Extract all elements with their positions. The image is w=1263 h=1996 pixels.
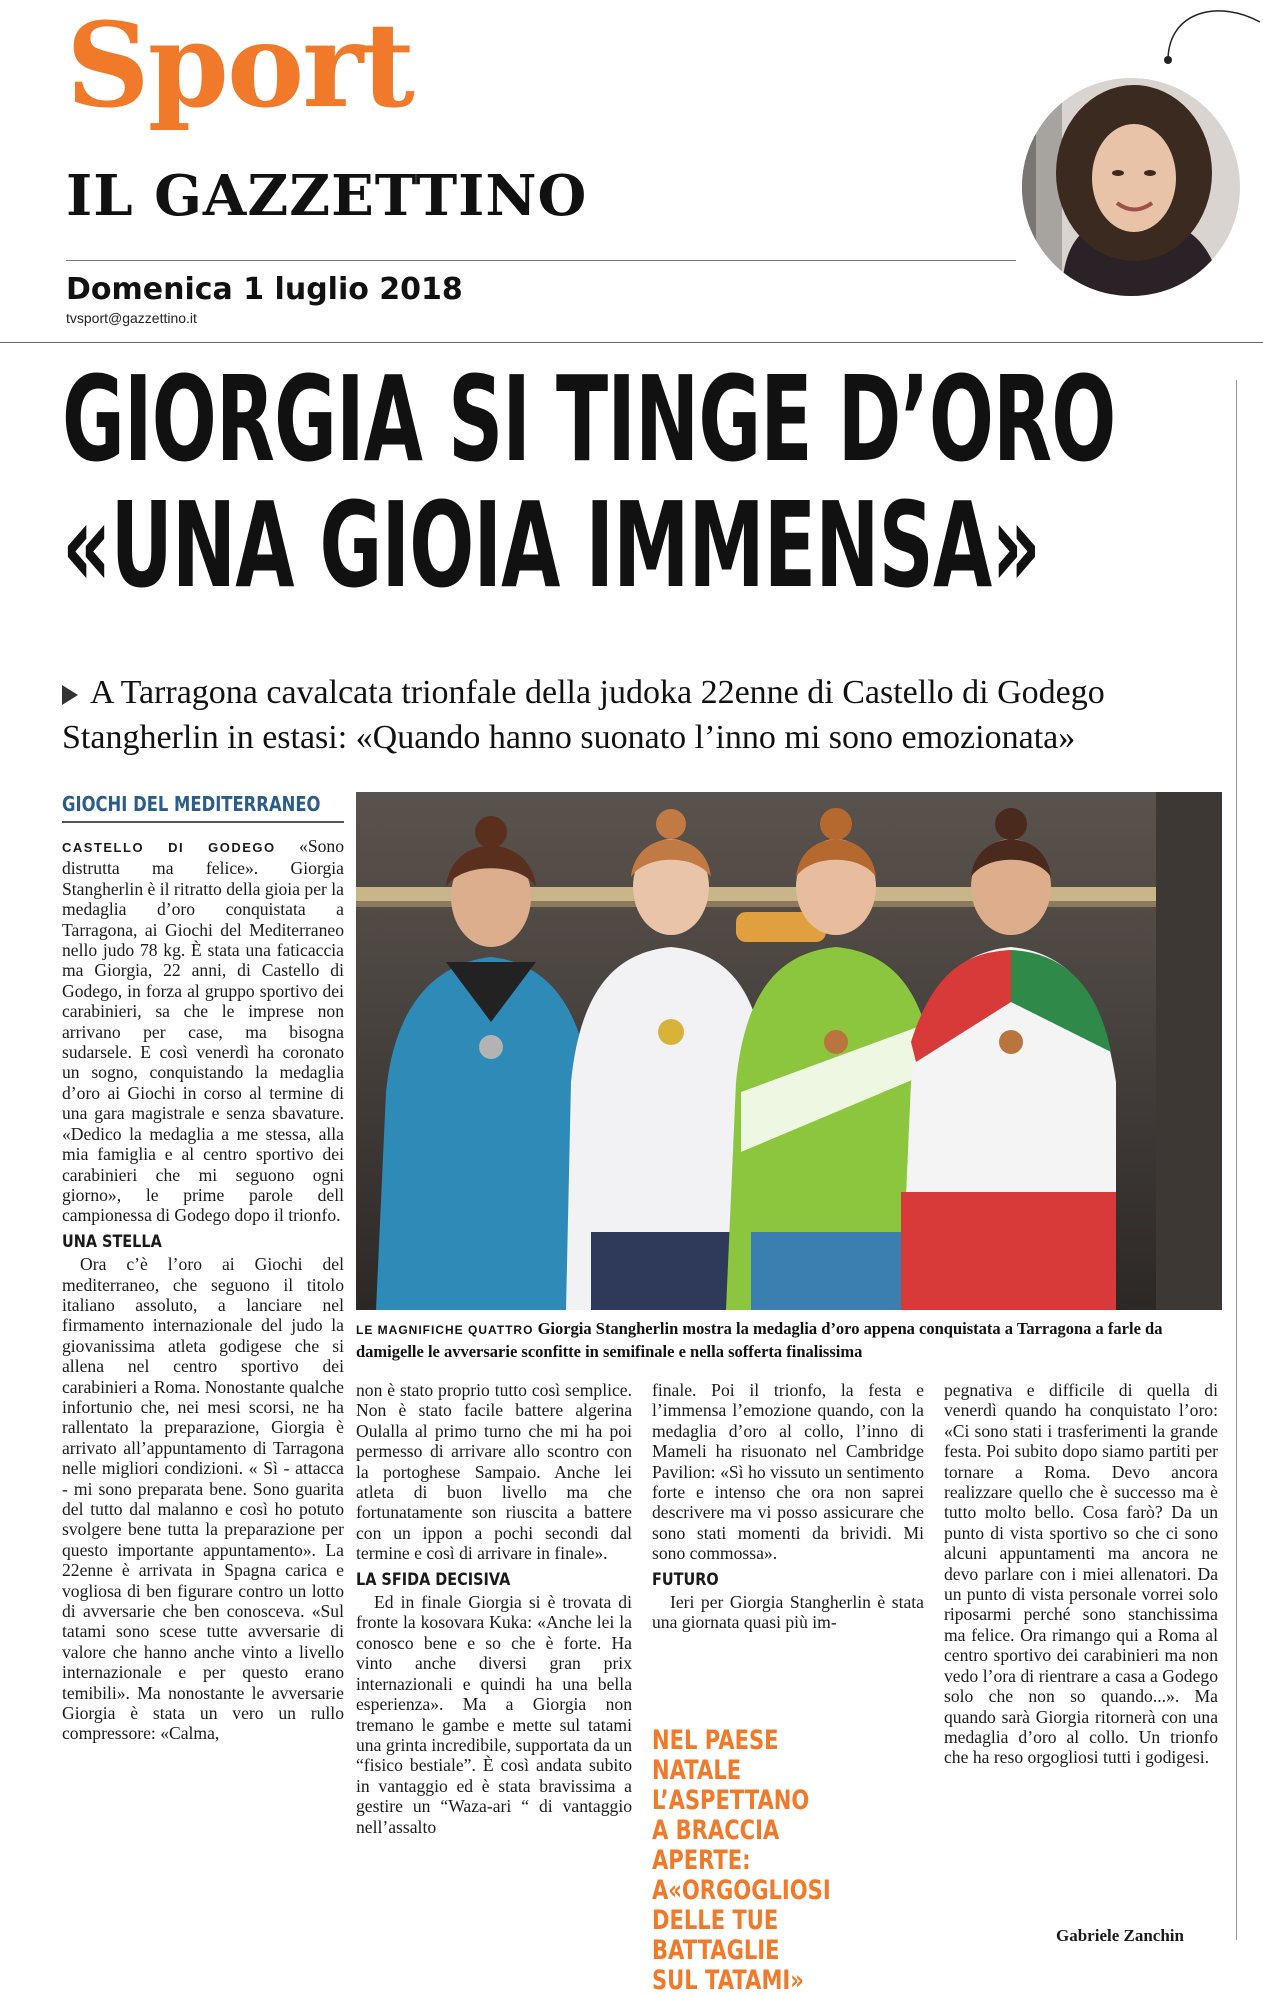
subheadline: [62, 670, 1212, 760]
header-divider: [0, 342, 1263, 343]
section-title: Sport: [66, 0, 413, 134]
pull-quote: [652, 1726, 863, 1996]
podium-photo: [356, 792, 1222, 1310]
subhead-line-1: A Tarragona cavalcata trionfale della judoka 22enne di Castello di Godego: [90, 674, 1105, 711]
article-paragraph: Ieri per Giorgia Stangherlin è stata una giornata quasi più im-: [652, 1592, 924, 1633]
caption-text: Giorgia Stangherlin mostra la medaglia d’oro appena conquistata a Tarragona a farle da damigelle le avversarie sconfitte in semifinale e nella sofferta finalissima: [356, 1319, 1163, 1361]
pull-quote-line: A BRACCIA APERTE:: [652, 1815, 780, 1876]
article-paragraph: «Sono distrutta ma felice». Giorgia Stangherlin è il ritratto della gioia per la medaglia d’oro conquistata a Tarragona, ai Giochi del Mediterraneo nello judo 78 kg. È stata una faticaccia ma Giorgia, 22 anni, di Castello di Godego, in forza al gruppo sportivo dei carabinieri, sa che le imprese non arrivano per case, ma bisogna sudarsele. E così venerdì ha coronato un sogno, conquistando la medaglia d’oro ai Giochi in corso al termine di una gara magistrale e senza sbavature. «Dedico la medaglia a me stessa, alla mia famiglia e al centro sportivo dei carabinieri che mi seguono ogni giorno», le prime parole dell campionessa di Godego dopo il trionfo.: [62, 836, 344, 1226]
caption-label: LE MAGNIFICHE QUATTRO: [356, 1323, 534, 1337]
kicker-underline: [62, 821, 344, 823]
photo-caption: [356, 1318, 1222, 1362]
pull-quote-line: L’ASPETTANO: [652, 1785, 810, 1816]
masthead-divider: [66, 260, 1016, 261]
subhead-line-2: Stangherlin in estasi: «Quando hanno suonato l’inno mi sono emozionata»: [62, 719, 1076, 756]
article-column-1: [62, 836, 344, 1744]
pull-quote-line: NEL PAESE NATALE: [652, 1725, 779, 1786]
main-headline: [62, 350, 1116, 614]
author-byline: Gabriele Zanchin: [1056, 1926, 1184, 1945]
headline-line-1: GIORGIA SI TINGE D’ORO: [62, 350, 1116, 488]
newspaper-name: IL GAZZETTINO: [66, 163, 588, 229]
pull-quote-line: DELLE TUE BATTAGLIE: [652, 1905, 780, 1966]
subtitle-una-stella: UNA STELLA: [62, 1231, 162, 1252]
article-paragraph: non è stato proprio tutto così semplice. Non è stato facile battere algerina Oulalla al primo turno che mi ha poi permesso di arrivare allo scontro con la portoghese Sampaio. Anche lei atleta di buon livello ma che fortunatamente son riuscita a battere con un ippon a pochi secondi dal termine e così di arrivare in finale».: [356, 1380, 632, 1564]
section-kicker: GIOCHI DEL MEDITERRANEO: [62, 792, 321, 816]
triangle-bullet-icon: [62, 685, 78, 705]
article-paragraph: Ed in finale Giorgia si è trovata di fronte la kosovara Kuka: «Anche lei la conosco bene e so che è forte. Ha vinto anche diversi gran prix internazionali e quindi ha una bella esperienza». Ma a Giorgia non tremano le gambe e mette sul tatami una grinta incredibile, supportata da un “fisico bestiale”. È così andata subito in vantaggio ed è stata bravissima a gestire un “Waza-ari “ di vantaggio nell’assalto: [356, 1592, 632, 1837]
issue-date: Domenica 1 luglio 2018: [66, 272, 463, 307]
article-column-3: [652, 1380, 924, 1633]
headline-line-2: «UNA GIOIA IMMENSA»: [62, 476, 1041, 614]
article-column-2: [356, 1380, 632, 1837]
pull-quote-line: A«ORGOGLIOSI: [652, 1875, 831, 1906]
article-column-4: [944, 1380, 1218, 1768]
right-edge-rule: [1236, 380, 1237, 1940]
dateline: CASTELLO DI GODEGO: [62, 840, 276, 855]
article-paragraph: pegnativa e difficile di quella di venerdì quando ha conquistato l’oro: «Ci sono stati i trasferimenti la grande festa. Poi subito dopo siamo partiti per tornare a Roma. Devo ancora realizzare quello che è successo ma è tutto molto bello. Cosa farò? Da un punto di vista sportivo so che ci sono alcuni appuntamenti ma ancora ne devo parlare con i miei allenatori. Da un punto di vista personale vorrei solo riposarmi perché sono stanchissima ma felice. Ora rimango qui a Roma al centro sportivo dei carabinieri ma non vedo l’ora di rientrare a casa a Godego solo che non so quando...». Ma quando sarà Giorgia ritornerà con una medaglia d’oro al collo. Un trionfo che ha reso orgogliosi tutti i godigesi.: [944, 1380, 1218, 1768]
article-paragraph: Ora c’è l’oro ai Giochi del mediterraneo, che seguono il titolo italiano assoluto, a lanciare nel firmamento internazionale del judo la giovanissima atleta godigese che si allena nel centro sportivo dei carabinieri a Roma. Nonostante qualche infortunio che, nei mesi scorsi, ne ha rallentato la preparazione, Giorgia è arrivato all’appuntamento di Tarragona nelle migliori condizioni. « Sì - attacca - mi sono preparata bene. Sono guarita del tutto dal malanno e così ho potuto svolgere bene tutta la preparazione per questo importante appuntamento». La 22enne è arrivata in Spagna carica e vogliosa di ben figurare contro un lotto di avversarie che ben conosceva. «Sul tatami sono scese tutte avversarie di valore che hanno anche vinto a livello internazionale e per questo erano temibili». Ma nonostante le avversarie Giorgia è stata un vero un rullo compressore: «Calma,: [62, 1254, 344, 1744]
subtitle-futuro: FUTURO: [652, 1569, 719, 1590]
contact-email[interactable]: tvsport@gazzettino.it: [66, 310, 197, 326]
article-paragraph: finale. Poi il trionfo, la festa e l’immensa l’emozione quando, con la medaglia d’oro al collo, l’inno di Mameli ha risuonato nel Cambridge Pavilion: «Sì ho vissuto un sentimento forte e intenso che ora non saprei descrivere ma vi posso assicurare che sono stati momenti da brividi. Mi sono commossa».: [652, 1380, 924, 1564]
athlete-portrait: [1022, 78, 1240, 296]
portrait-hanger-icon: [1150, 0, 1263, 70]
subtitle-sfida-decisiva: LA SFIDA DECISIVA: [356, 1569, 511, 1590]
pull-quote-line: SUL TATAMI»: [652, 1965, 804, 1996]
